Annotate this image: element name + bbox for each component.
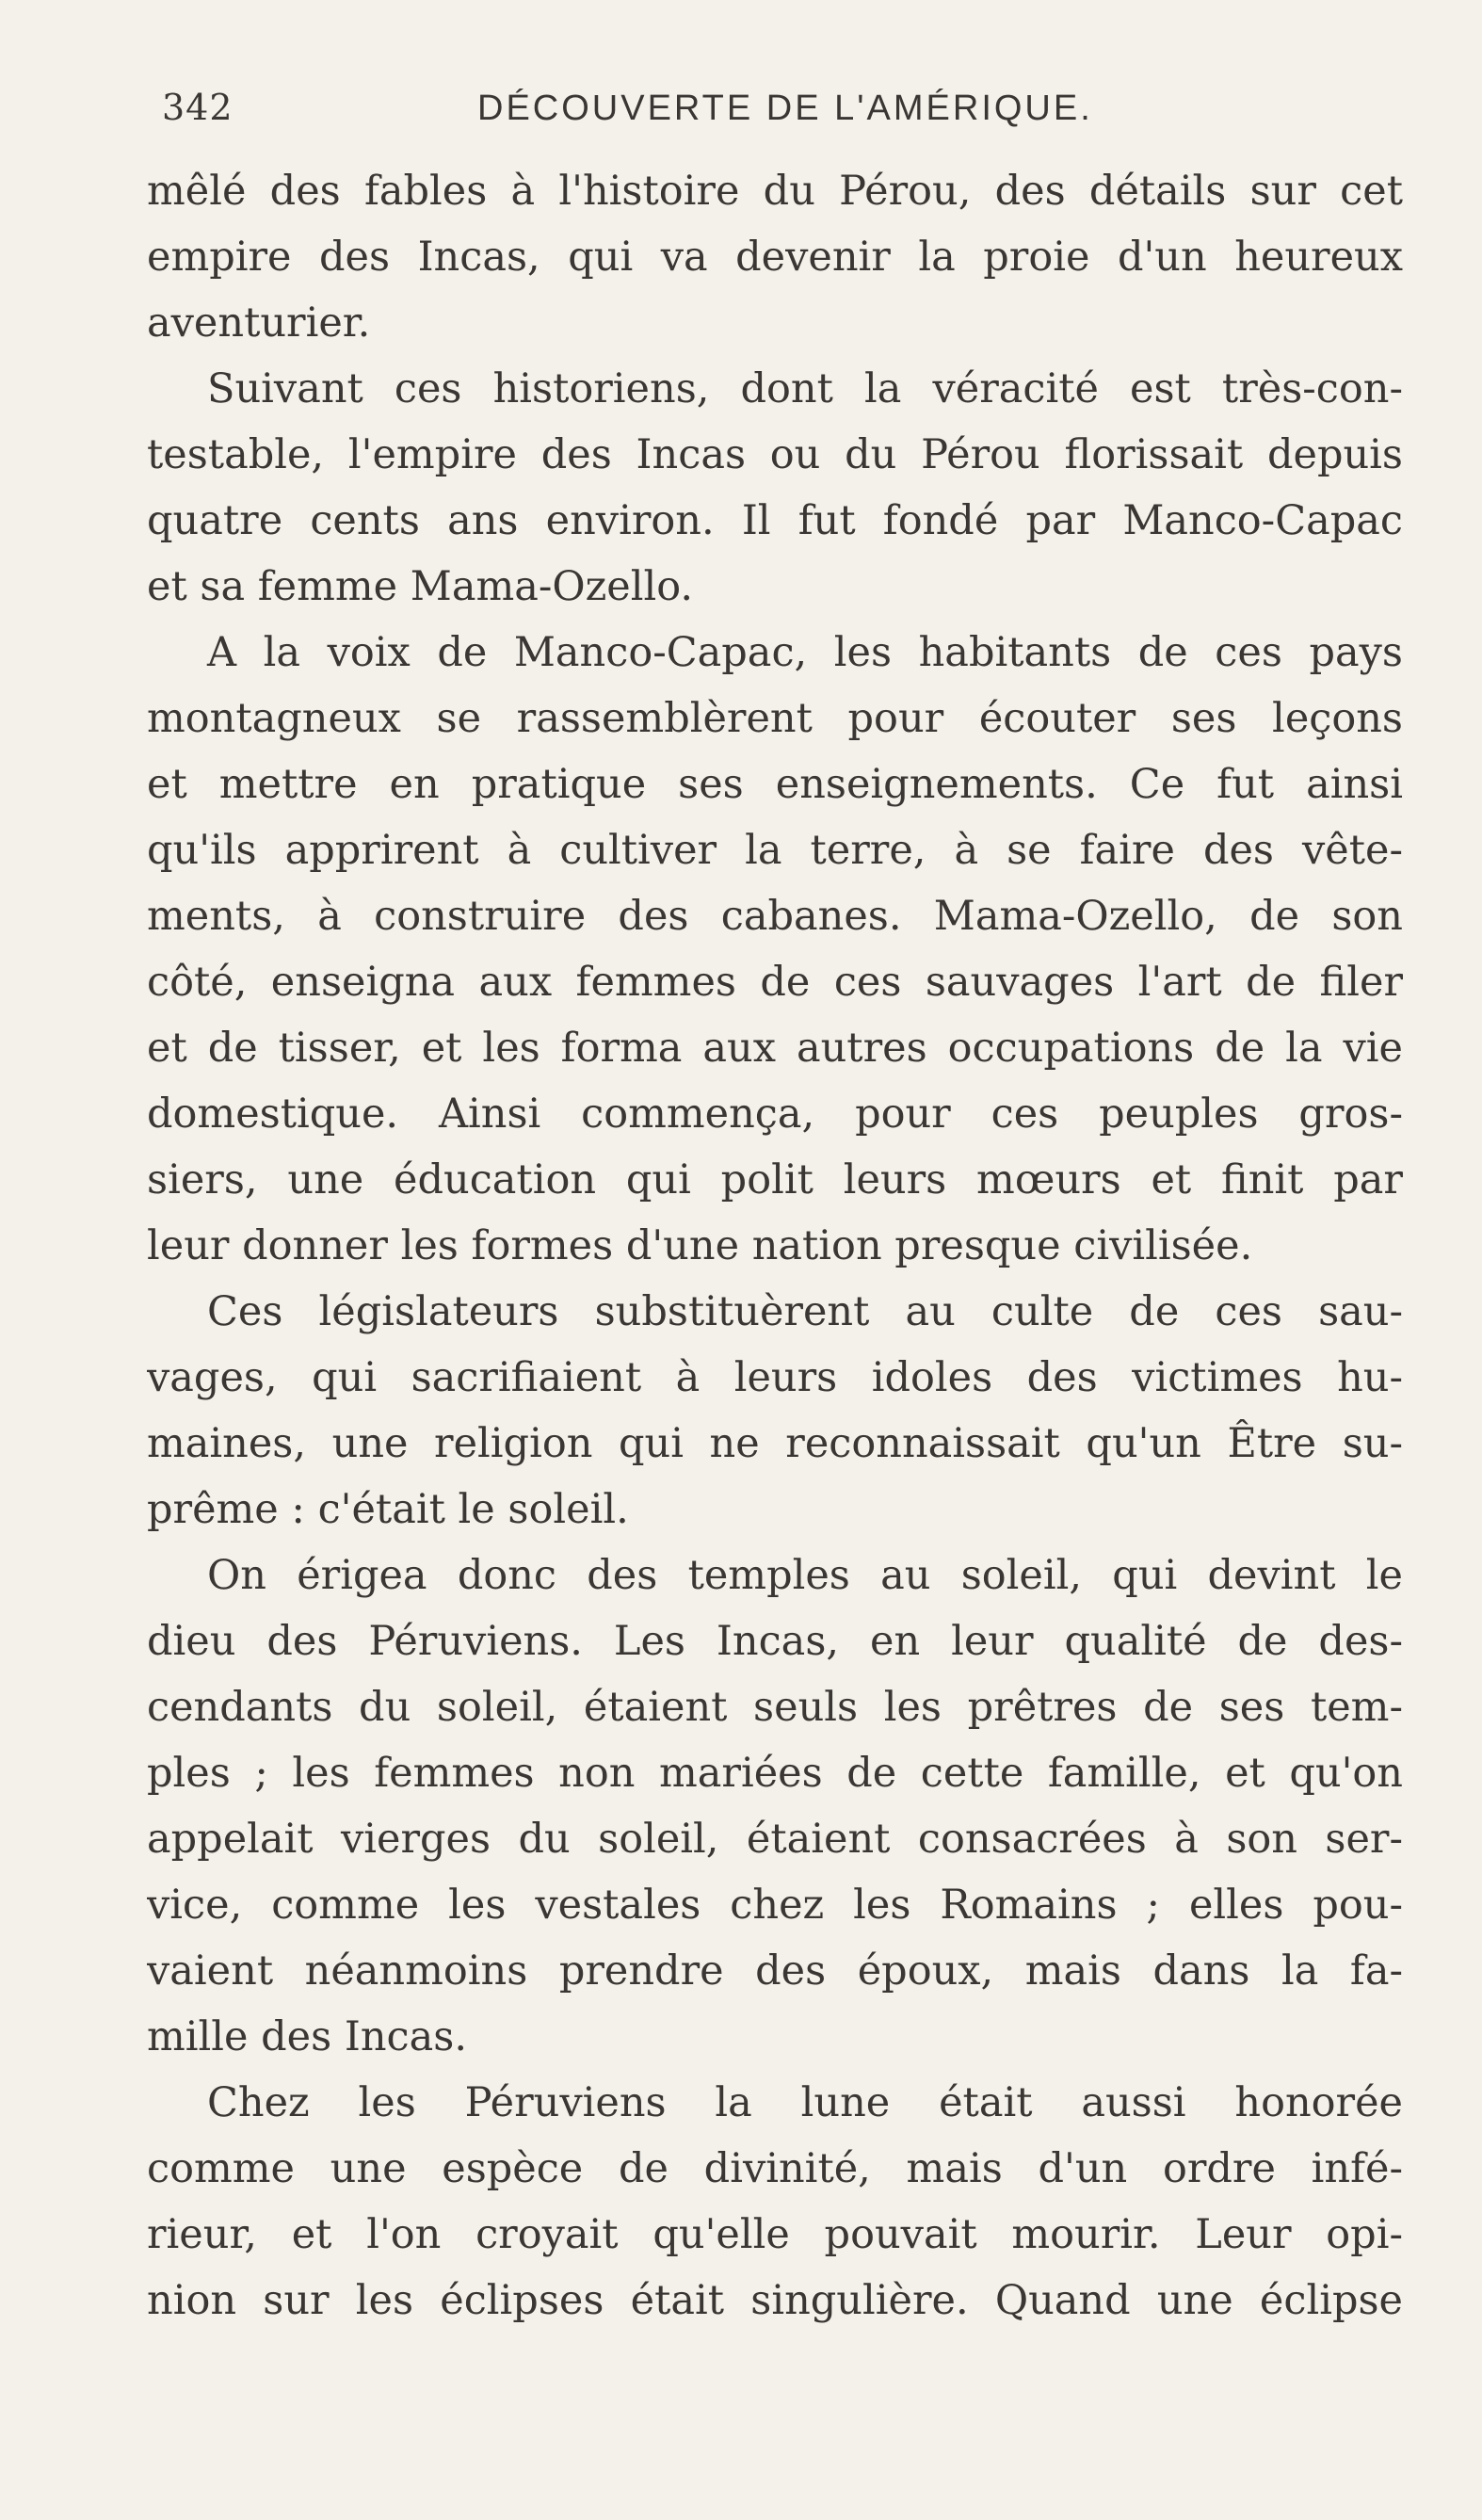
text-line: empire des Incas, qui va devenir la proie d'un heureux bbox=[147, 234, 1403, 281]
text-line: Suivant ces historiens, dont la véracité est très-con- bbox=[207, 365, 1403, 412]
text-line: appelait vierges du soleil, étaient consacrées à son ser- bbox=[147, 1816, 1403, 1863]
text-line: prême : c'était le soleil. bbox=[147, 1486, 629, 1533]
text-line: et mettre en pratique ses enseignements. Ce fut ainsi bbox=[147, 761, 1403, 808]
text-line: vaient néanmoins prendre des époux, mais dans la fa- bbox=[147, 1947, 1403, 1995]
text-line: Chez les Péruviens la lune était aussi honorée bbox=[207, 2079, 1403, 2126]
text-line: ples ; les femmes non mariées de cette famille, et qu'on bbox=[147, 1750, 1403, 1797]
text-line: dieu des Péruviens. Les Incas, en leur qualité de des- bbox=[147, 1618, 1403, 1665]
text-line: aventurier. bbox=[147, 299, 371, 347]
text-line: qu'ils apprirent à cultiver la terre, à se faire des vête- bbox=[147, 827, 1403, 874]
text-line: ments, à construire des cabanes. Mama-Ozello, de son bbox=[147, 893, 1403, 940]
text-line: mille des Incas. bbox=[147, 2013, 467, 2060]
body-text bbox=[147, 158, 1403, 2334]
text-line: quatre cents ans environ. Il fut fondé par Manco-Capac bbox=[147, 497, 1403, 544]
text-line: testable, l'empire des Incas ou du Pérou florissait depuis bbox=[147, 431, 1403, 478]
page-number: 342 bbox=[162, 87, 234, 128]
text-line: rieur, et l'on croyait qu'elle pouvait mourir. Leur opi- bbox=[147, 2211, 1403, 2258]
text-line: domestique. Ainsi commença, pour ces peuples gros- bbox=[147, 1090, 1403, 1138]
text-line: comme une espèce de divinité, mais d'un ordre infé- bbox=[147, 2145, 1403, 2192]
text-line: A la voix de Manco-Capac, les habitants de ces pays bbox=[207, 629, 1403, 676]
text-line: côté, enseigna aux femmes de ces sauvages l'art de filer bbox=[147, 959, 1403, 1006]
text-line: mêlé des fables à l'histoire du Pérou, des détails sur cet bbox=[147, 168, 1403, 215]
text-line: nion sur les éclipses était singulière. Quand une éclipse bbox=[147, 2277, 1403, 2324]
page-header bbox=[162, 87, 1414, 143]
text-line: vages, qui sacrifiaient à leurs idoles des victimes hu- bbox=[147, 1354, 1403, 1401]
text-line: montagneux se rassemblèrent pour écouter ses leçons bbox=[147, 695, 1403, 742]
text-line: et sa femme Mama-Ozello. bbox=[147, 563, 694, 610]
text-line: et de tisser, et les forma aux autres occupations de la vie bbox=[147, 1025, 1403, 1072]
text-line: siers, une éducation qui polit leurs mœurs et finit par bbox=[147, 1156, 1403, 1203]
text-line: On érigea donc des temples au soleil, qui devint le bbox=[207, 1552, 1403, 1599]
text-line: Ces législateurs substituèrent au culte de ces sau- bbox=[207, 1288, 1403, 1335]
text-line: maines, une religion qui ne reconnaissait qu'un Être su- bbox=[147, 1420, 1403, 1467]
text-line: vice, comme les vestales chez les Romains ; elles pou- bbox=[147, 1882, 1403, 1929]
text-line: cendants du soleil, étaient seuls les prêtres de ses tem- bbox=[147, 1684, 1403, 1731]
text-line: leur donner les formes d'une nation presque civilisée. bbox=[147, 1222, 1253, 1269]
running-title: DÉCOUVERTE DE L'AMÉRIQUE. bbox=[477, 89, 1093, 128]
